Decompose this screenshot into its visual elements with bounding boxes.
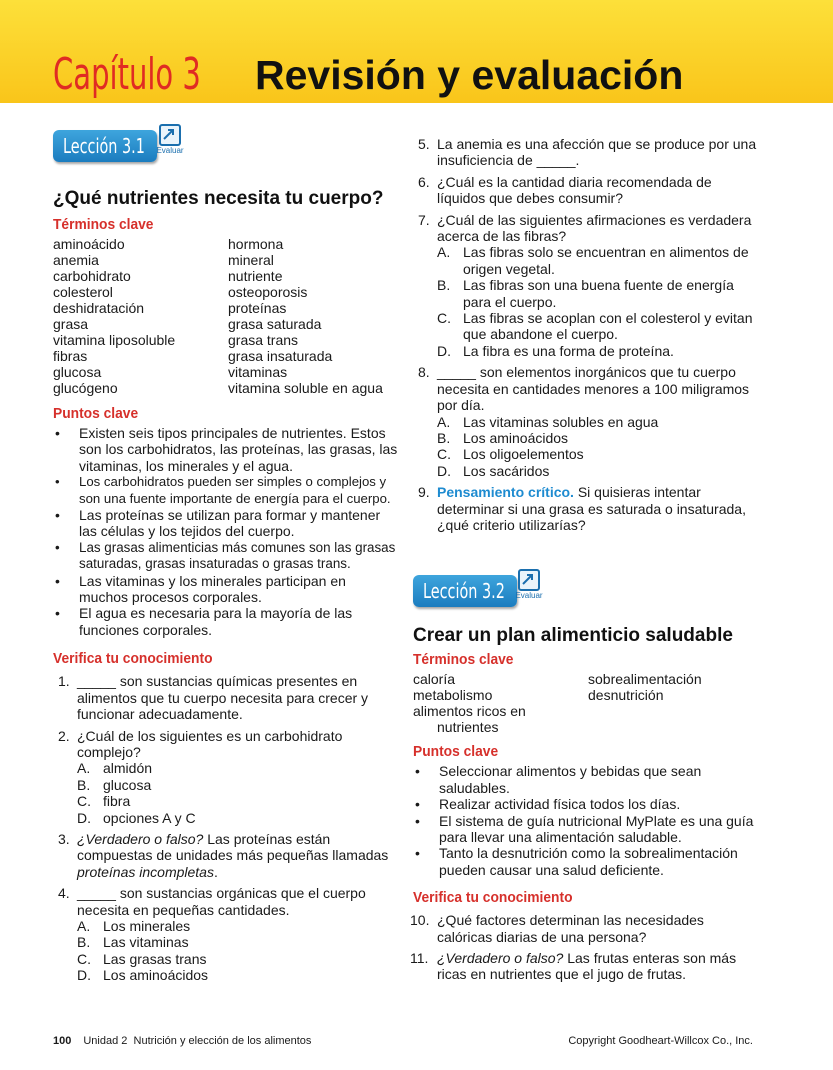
term: carbohidrato [53,268,131,284]
option: A. Las fibras solo se encuentran en alimentos de origen vegetal. [437,244,749,277]
option: D. opciones A y C [77,809,196,826]
list-item: • Tanto la desnutrición como la sobrealimentación pueden causar una salud deficiente. [413,845,758,878]
page-number: 100 [53,1035,72,1047]
key-points-heading: Puntos clave [413,743,499,761]
key-terms-list [413,671,758,735]
term: osteoporosis [228,284,308,300]
term: grasa [53,316,89,332]
lesson-title: ¿Qué nutrientes necesita tu cuerpo? [53,188,384,209]
question-list [53,673,398,983]
option: B. Las fibras son una buena fuente de energía para el cuerpo. [437,277,734,310]
evaluate-button[interactable]: Evaluar [509,569,549,601]
term: metabolismo [413,687,493,704]
question-3: 3. ¿Verdadero o falso? Las proteínas están compuestas de unidades más pequeñas llamadas proteínas incompletas. [58,830,389,880]
option: C. Las fibras se acoplan con el colesterol y evitan que abandone el cuerpo. [437,310,753,343]
evaluate-button[interactable]: Evaluar [150,124,190,156]
term: nutrientes [437,719,499,736]
option: B. Los aminoácidos [437,429,569,446]
term: aminoácido [53,236,125,252]
list-item: • El agua es necesaria para la mayoría de las funciones corporales. [53,605,398,638]
list-item: • El sistema de guía nutricional MyPlate es una guía para llevar una alimentación saludable. [413,813,758,846]
option: B. glucosa [77,776,152,793]
key-points-heading: Puntos clave [53,405,139,422]
term: anemia [53,252,99,268]
question-1: 1. _____ son sustancias químicas presentes en alimentos que tu cuerpo necesita para crecer y funcionar adecuadamente. [58,673,369,723]
lesson-tab: Lección 3.2 [413,575,517,607]
question-4: 4. _____ son sustancias orgánicas que el cuerpo necesita en pequeñas cantidades. A. Los minerales B. Las vitaminas C. Las grasas trans D. Los aminoácidos [53,885,398,983]
question-7: 7. ¿Cuál de las siguientes afirmaciones es verdadera acerca de las fibras? A. Las fibras solo se encuentran en alimentos de origen vegetal. B. Las fibras son una buena fuente de energía para el cuerpo. C. Las fibras se acoplan con el colesterol y evitan que abandone el cuerpo. D. La fibra es una forma de proteína. [413,212,758,360]
verify-heading: Verifica tu conocimiento [53,650,213,668]
term: vitamina soluble en agua [228,380,383,396]
question-5: 5. La anemia es una afección que se produce por una insuficiencia de _____. [418,136,757,169]
option: D. Los aminoácidos [77,967,209,984]
options [437,244,758,359]
option: D. La fibra es una forma de proteína. [437,342,674,359]
term: glucógeno [53,380,118,396]
lesson-3-1-header [53,130,398,174]
copyright: Copyright Goodheart-Willcox Co., Inc. [568,1035,753,1047]
option: A. Los minerales [77,917,191,934]
question-10: 10. ¿Qué factores determinan las necesidades calóricas diarias de una persona? [410,912,704,945]
term: proteínas [228,300,287,316]
question-11: 11. ¿Verdadero o falso? Las frutas enteras son más ricas en nutrientes que el jugo de frutas. [410,950,737,983]
term: glucosa [53,364,102,380]
key-points-list [53,425,398,638]
chapter-header [0,0,833,103]
option: D. Los sacáridos [437,462,550,479]
options [77,760,398,826]
key-points-list [413,763,758,878]
term: nutriente [228,268,283,284]
list-item: • Seleccionar alimentos y bebidas que sean saludables. [413,763,758,796]
term: sobrealimentación [588,671,702,688]
right-column [410,136,758,988]
evaluate-icon [159,124,181,146]
chapter-label: Capítulo 3 [53,49,201,100]
question-9: 9. Pensamiento crítico. Si quisieras intentar determinar si una grasa es saturada o insaturada, ¿qué criterio utilizarías? [418,484,746,533]
footer-left [53,1034,311,1048]
evaluate-icon [518,569,540,591]
list-item: • Existen seis tipos principales de nutrientes. Estos son los carbohidratos, las proteínas, las grasas, las vitaminas, los minerales y el agua. [53,425,398,474]
term: desnutrición [588,687,664,704]
term: grasa saturada [228,316,322,332]
option: B. Las vitaminas [77,934,189,951]
question-list-continued [413,136,758,533]
term: grasa trans [228,332,299,348]
question-2: 2. ¿Cuál de los siguientes es un carbohidrato complejo? A. almidón B. glucosa C. fibra D. opciones A y C [53,728,398,826]
key-terms-list [53,236,398,396]
option: C. Los oligoelementos [437,446,584,463]
list-item: • Las proteínas se utilizan para formar y mantener las células y los tejidos del cuerpo. [53,507,398,540]
options [77,918,398,984]
key-terms-heading: Términos clave [53,216,154,233]
option: C. Las grasas trans [77,950,207,967]
term: vitamina liposoluble [53,332,176,348]
key-terms-heading: Términos clave [413,651,514,669]
question-8: 8. _____ son elementos inorgánicos que tu cuerpo necesita en cantidades menores a 100 miligramos por día. A. Las vitaminas solubles en agua B. Los aminoácidos C. Los oligoelementos D. Los sacáridos [413,364,758,479]
term: deshidratación [53,300,145,316]
term: grasa insaturada [228,348,333,364]
term: fibras [53,348,88,364]
verify-heading: Verifica tu conocimiento [413,889,573,907]
lesson-tab: Lección 3.1 [53,130,157,162]
term: mineral [228,252,274,268]
term: caloría [413,671,456,688]
lesson-3-2-header [413,575,758,619]
question-6: 6. ¿Cuál es la cantidad diaria recomendada de líquidos que debes consumir? [418,173,712,207]
term: alimentos ricos en [413,703,526,720]
term: colesterol [53,284,113,300]
list-item: • Las vitaminas y los minerales participan en muchos procesos corporales. [53,573,398,606]
page-title: Revisión y evaluación [255,52,684,98]
term: hormona [228,236,284,252]
term: vitaminas [228,364,288,380]
option: C. fibra [77,793,131,810]
left-column [53,130,398,989]
option: A. almidón [77,760,153,777]
options [437,414,758,480]
list-item: • Realizar actividad física todos los días. [413,796,758,812]
question-list [410,912,758,983]
list-item: • Los carbohidratos pueden ser simples o complejos y son una fuente importante de energía para el cuerpo. [53,474,398,507]
lesson-title: Crear un plan alimenticio saludable [413,625,733,647]
option: A. Las vitaminas solubles en agua [437,413,659,430]
list-item: • Las grasas alimenticias más comunes son las grasas saturadas, grasas insaturadas o grasas trans. [53,540,398,573]
unit-label: Unidad 2 Nutrición y elección de los alimentos [83,1035,312,1047]
